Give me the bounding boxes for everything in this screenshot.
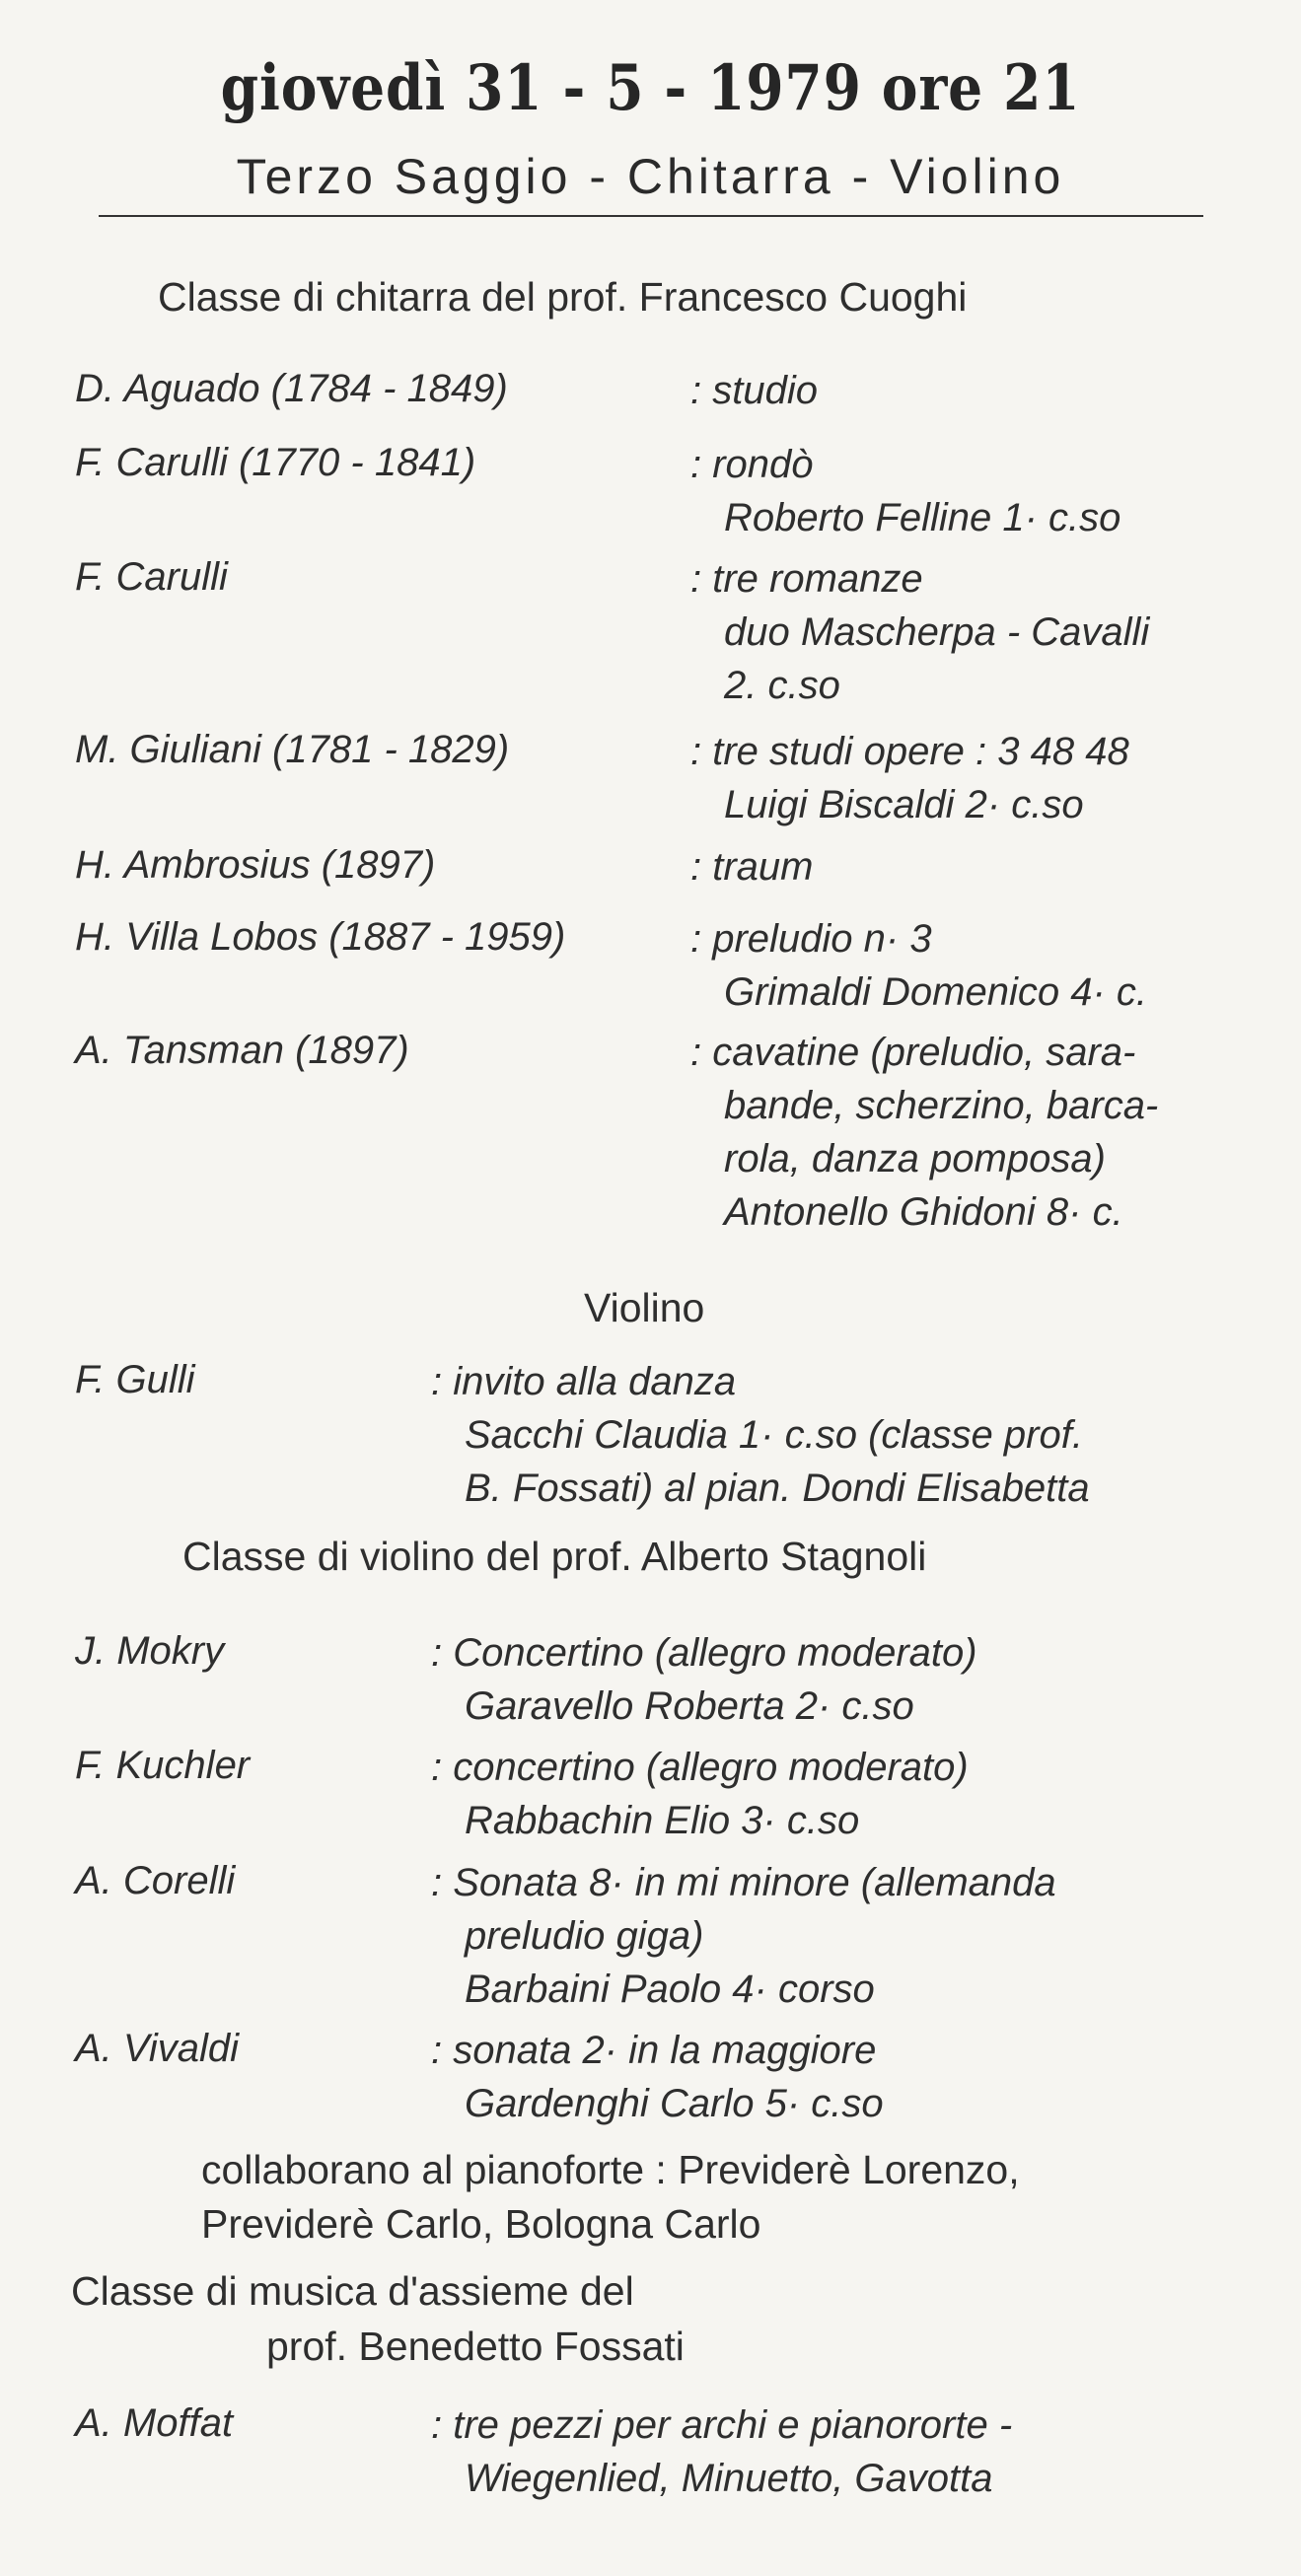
work-villa-lobos (690, 912, 1147, 1019)
composer-moffat: A. Moffat (75, 2401, 234, 2445)
work-line: preludio giga) (465, 1914, 704, 1958)
work-giuliani (690, 725, 1129, 831)
work-line: : Sonata 8· in mi minore (allemanda (431, 1861, 1056, 1904)
work-line: : tre pezzi per archi e pianororte - (431, 2403, 1013, 2447)
violin-class-heading: Classe di violino del prof. Alberto Stagnoli (182, 1534, 927, 1579)
composer-ambrosius: H. Ambrosius (1897) (75, 843, 436, 887)
violin-heading: Violino (584, 1285, 705, 1330)
program-subtitle: Terzo Saggio - Chitarra - Violino (236, 149, 1065, 204)
guitar-class-heading: Classe di chitarra del prof. Francesco Cuoghi (158, 274, 968, 320)
piano-collaborators-note (201, 2143, 1020, 2252)
performer-line: Gardenghi Carlo 5· c.so (465, 2082, 884, 2125)
composer-vivaldi: A. Vivaldi (75, 2027, 240, 2070)
work-ambrosius (690, 840, 813, 894)
note-line: Previderè Carlo, Bologna Carlo (201, 2201, 761, 2247)
performer-line: Barbaini Paolo 4· corso (465, 1968, 875, 2011)
work-line: : sonata 2· in la maggiore (431, 2029, 877, 2072)
work-line: bande, scherzino, barca- (724, 1084, 1159, 1127)
performer-line: 2. c.so (724, 664, 840, 707)
composer-villa-lobos: H. Villa Lobos (1887 - 1959) (75, 915, 566, 959)
composer-tansman: A. Tansman (1897) (75, 1029, 409, 1072)
performer-line: duo Mascherpa - Cavalli (724, 610, 1150, 654)
work-gulli (431, 1355, 1090, 1515)
work-line: Wiegenlied, Minuetto, Gavotta (465, 2457, 993, 2500)
performer-line: Sacchi Claudia 1· c.so (classe prof. (465, 1413, 1083, 1457)
work-tansman (690, 1026, 1158, 1239)
work-line: : cavatine (preludio, sara- (690, 1031, 1136, 1074)
work-kuchler (431, 1741, 969, 1847)
title-rule (99, 215, 1203, 217)
performer-line: Garavello Roberta 2· c.so (465, 1684, 914, 1728)
composer-kuchler: F. Kuchler (75, 1744, 251, 1787)
work-line: : preludio n· 3 (690, 917, 932, 961)
performer-line: Rabbachin Elio 3· c.so (465, 1799, 860, 1842)
composer-carulli-2: F. Carulli (75, 555, 228, 599)
work-line: : tre romanze (690, 557, 923, 601)
composer-corelli: A. Corelli (75, 1859, 236, 1902)
work-line: : traum (690, 845, 814, 889)
performer-line: Grimaldi Domenico 4· c. (724, 970, 1148, 1014)
performer-line: Luigi Biscaldi 2· c.so (724, 783, 1084, 826)
work-line: : Concertino (allegro moderato) (431, 1631, 977, 1675)
work-mokry (431, 1626, 977, 1733)
performer-line: Roberto Felline 1· c.so (724, 496, 1121, 539)
composer-mokry: J. Mokry (75, 1629, 225, 1673)
work-line: : tre studi opere : 3 48 48 (690, 730, 1129, 773)
note-line: collaborano al pianoforte : Previderè Lorenzo, (201, 2147, 1020, 2192)
work-line: : concertino (allegro moderato) (431, 1746, 969, 1789)
work-vivaldi (431, 2024, 884, 2130)
ensemble-class-heading: Classe di musica d'assieme del (71, 2268, 634, 2314)
work-moffat (431, 2398, 1012, 2505)
ensemble-class-professor: prof. Benedetto Fossati (266, 2324, 685, 2369)
work-line: : invito alla danza (431, 1360, 737, 1403)
work-line: : studio (690, 369, 818, 412)
work-carulli-2 (690, 552, 1149, 712)
composer-gulli: F. Gulli (75, 1358, 195, 1401)
work-line: rola, danza pomposa) (724, 1137, 1106, 1181)
composer-carulli-1: F. Carulli (1770 - 1841) (75, 441, 476, 484)
performer-line: B. Fossati) al pian. Dondi Elisabetta (465, 1467, 1090, 1510)
work-corelli (431, 1856, 1056, 2016)
work-line: : rondò (690, 443, 814, 486)
work-aguado (690, 364, 818, 417)
performer-line: Antonello Ghidoni 8· c. (724, 1190, 1123, 1234)
date-headline: giovedì 31 - 5 - 1979 ore 21 (220, 51, 1081, 125)
composer-aguado: D. Aguado (1784 - 1849) (75, 367, 508, 410)
work-carulli-1 (690, 438, 1120, 544)
composer-giuliani: M. Giuliani (1781 - 1829) (75, 728, 510, 771)
